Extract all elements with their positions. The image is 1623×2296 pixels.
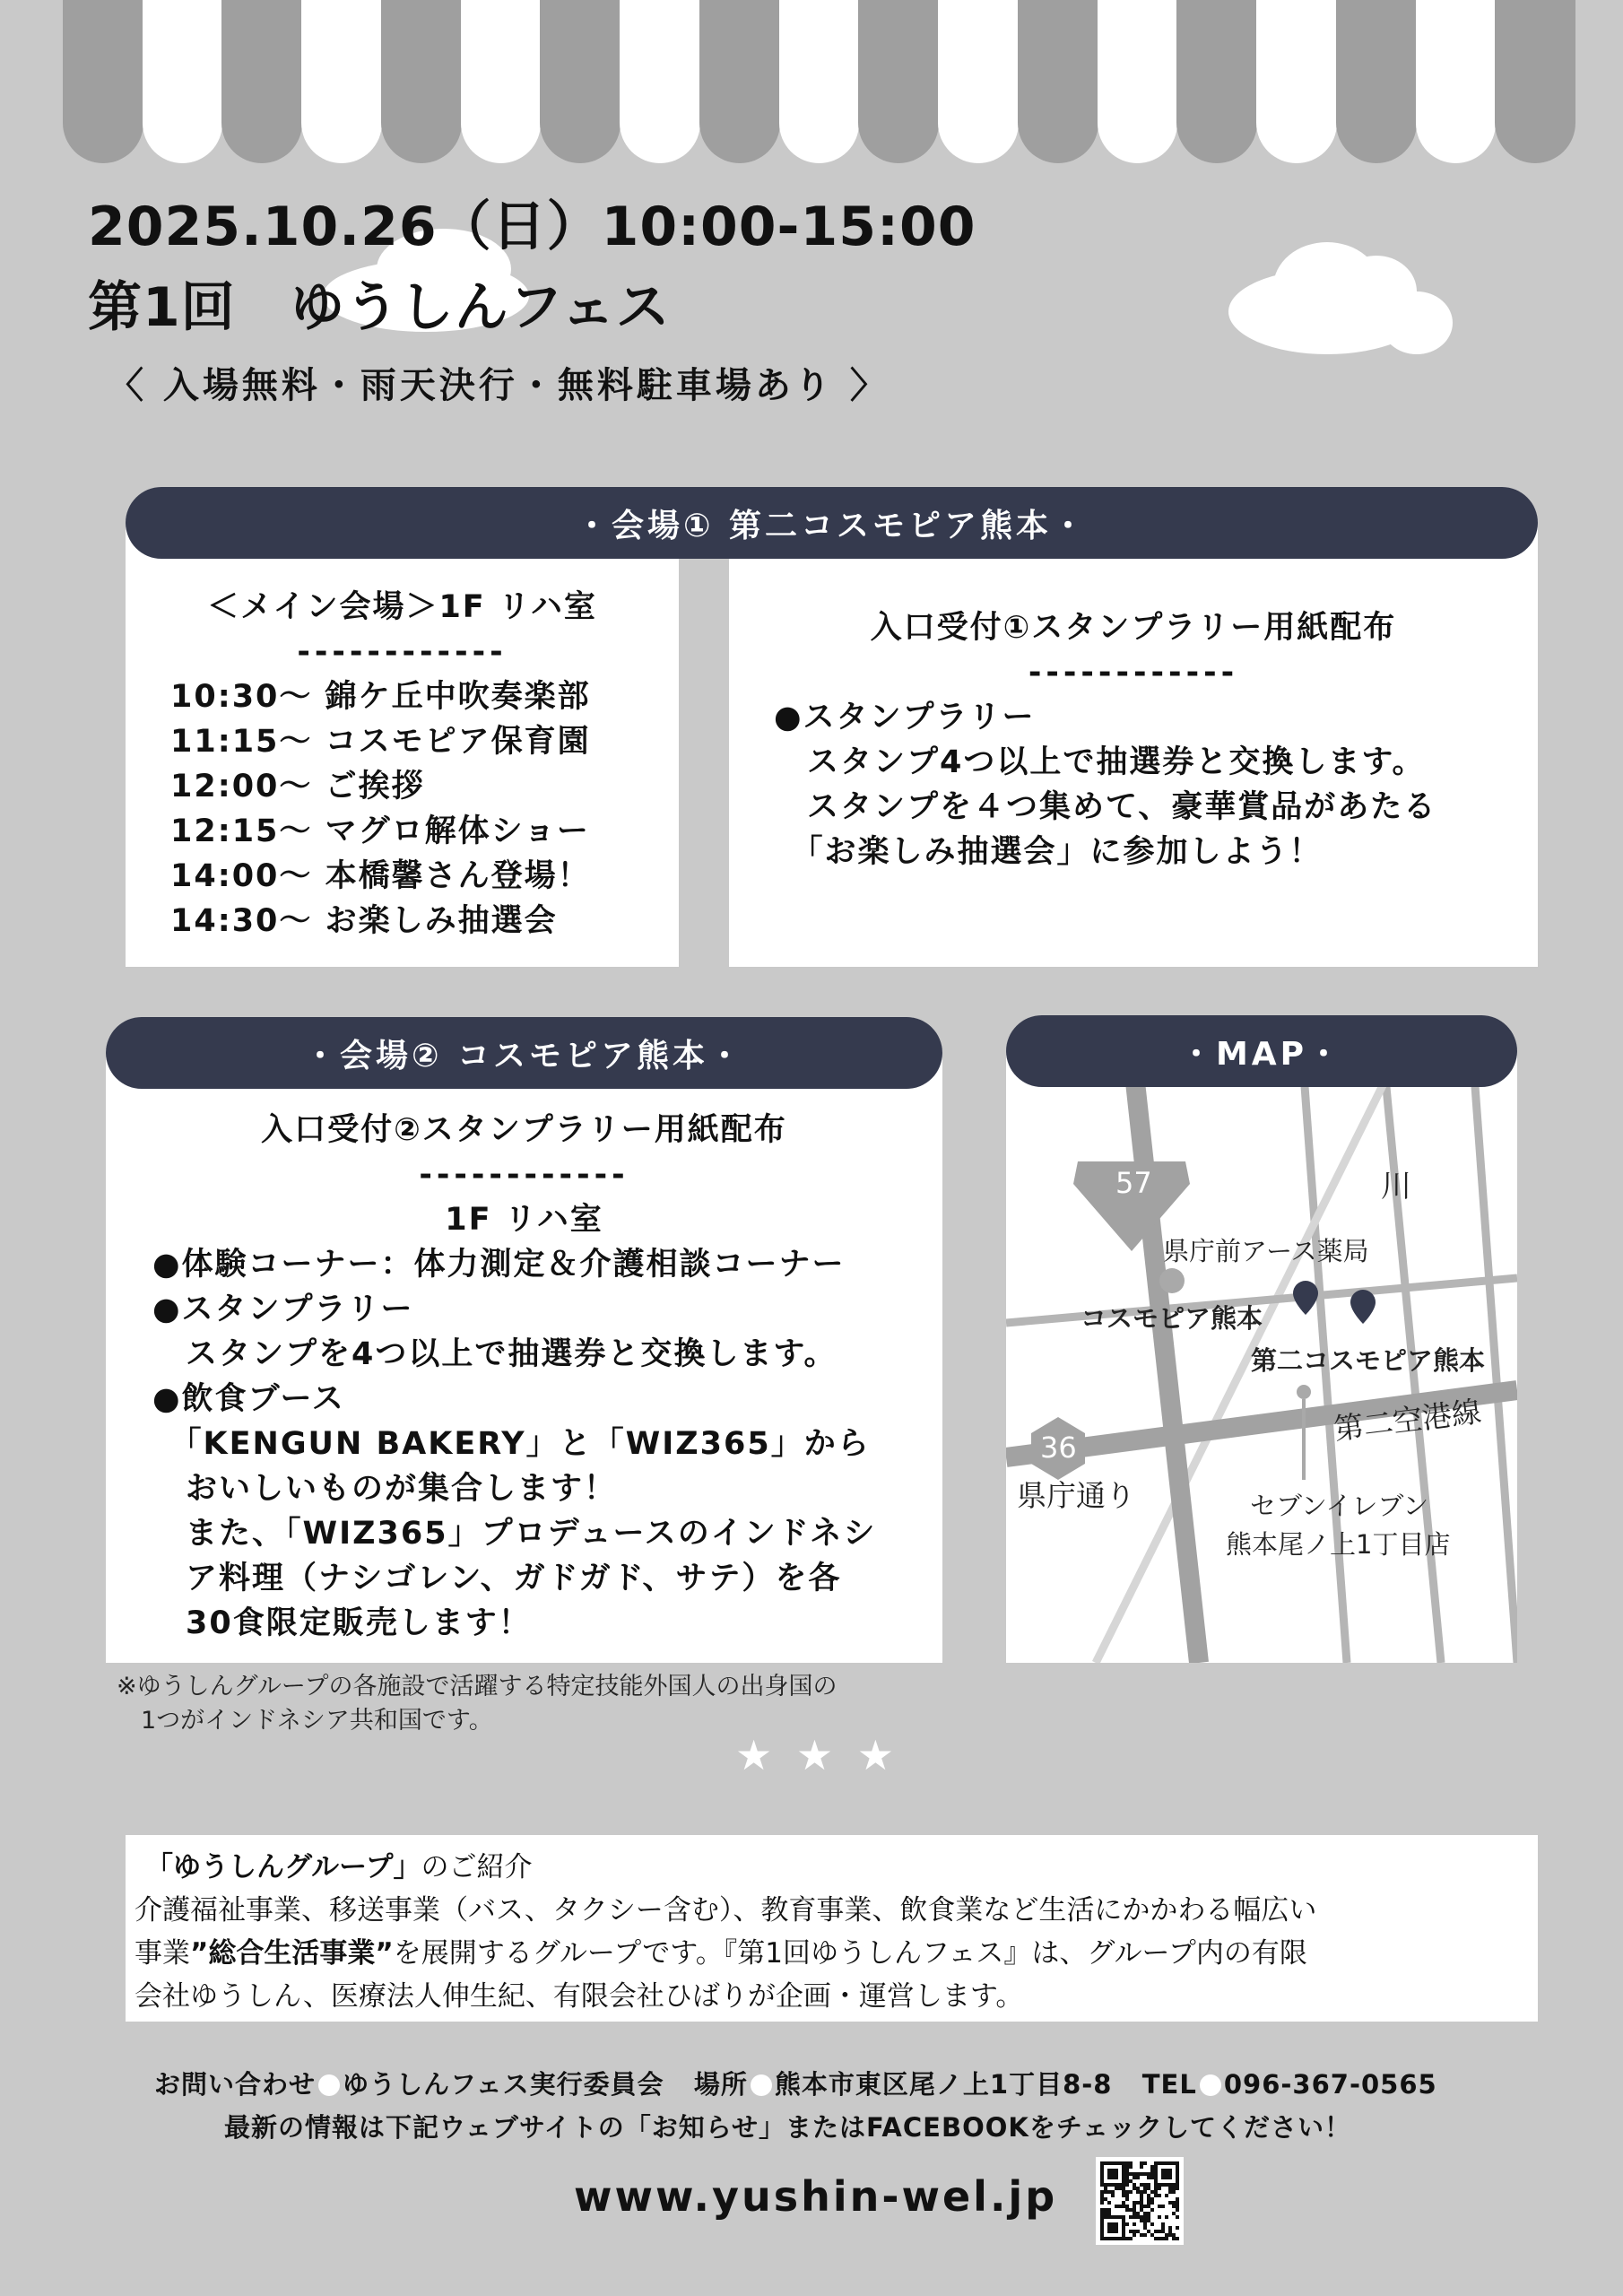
intro-text: 事業 (135, 1937, 190, 1970)
venue2-line: ア料理（ナシゴレン、ガドガド、サテ）を各 (152, 1561, 842, 1596)
schedule-list (170, 674, 591, 944)
schedule-item: 14:30～ お楽しみ抽選会 (170, 903, 558, 939)
footnote (117, 1670, 837, 1738)
inquiry-label: お問い合わせ (154, 2069, 317, 2100)
venue1-reception-panel (729, 520, 1538, 967)
awning-stripe (1495, 0, 1575, 163)
awning-stripe (301, 0, 382, 163)
venue2-line: 「KENGUN BAKERY」と「WIZ365」から (152, 1426, 871, 1462)
pin-icon (1350, 1290, 1376, 1324)
awning-stripe (1176, 0, 1257, 163)
schedule-item: 12:00～ ご挨拶 (170, 769, 425, 804)
reception1-line: ●スタンプラリー (774, 700, 1036, 735)
venue1-schedule-panel (126, 520, 679, 967)
schedule-item: 10:30～ 錦ケ丘中吹奏楽部 (170, 679, 591, 715)
pin-icon (1293, 1281, 1318, 1315)
intro-text: を展開するグループです。『第1回ゆうしんフェス』は、グループ内の有限 (393, 1937, 1307, 1970)
awning-stripe (1336, 0, 1417, 163)
awning-stripe (1416, 0, 1497, 163)
dot-icon (751, 2074, 772, 2096)
tel-value: 096-367-0565 (1223, 2069, 1437, 2100)
river-label: 川 (1381, 1169, 1411, 1205)
pharmacy-label: 県庁前アース薬局 (1163, 1236, 1369, 1266)
map-panel (1006, 1049, 1517, 1663)
event-date-time: 2025.10.26（日）10:00-15:00 (88, 196, 976, 258)
intro-line: 介護福祉事業、移送事業（バス、タクシー含む）、教育事業、飲食業など生活にかかわる幅広い (135, 1894, 1317, 1926)
venue2-panel (106, 1049, 942, 1663)
seven-eleven-marker (1297, 1385, 1311, 1399)
schedule-item: 14:00～ 本橋馨さん登場！ (170, 858, 591, 894)
venue2-line: おいしいものが集合します！ (152, 1471, 618, 1507)
intro-line: 会社ゆうしん、医療法人伸生紀、有限会社ひばりが企画・運営します。 (135, 1980, 1024, 2013)
seven-eleven-label: セブンイレブン (1250, 1491, 1429, 1521)
reception1-lines (774, 695, 1436, 874)
venue2-line: スタンプを4つ以上で抽選券と交換します。 (152, 1336, 838, 1372)
footnote-line: 1つがインドネシア共和国です。 (117, 1707, 493, 1735)
awning-stripe (699, 0, 780, 163)
cosmopia2-label: 第二コスモピア熊本 (1251, 1345, 1486, 1376)
route-57-label: 57 (1115, 1166, 1152, 1200)
cosmopia-label: コスモピア熊本 (1081, 1303, 1263, 1334)
room-name: 1F リハ室 (445, 1202, 603, 1238)
venue2-line: また、「WIZ365」プロデュースのインドネシ (152, 1516, 877, 1552)
venue2-title: ・会場② コスモピア熊本・ (106, 1017, 942, 1089)
awning-stripe (779, 0, 860, 163)
airport-line-label: 第二空港線 (1332, 1394, 1484, 1447)
stars-decoration: ★ ★ ★ (735, 1731, 899, 1779)
separator: ------------ (297, 634, 508, 670)
venue2-line: ●スタンプラリー (152, 1292, 414, 1327)
dot-icon (318, 2074, 340, 2096)
kencho-dori-label: 県庁通り (1017, 1478, 1135, 1513)
qr-code-graphic (1096, 2157, 1184, 2245)
intro-heading (145, 1846, 533, 1889)
awning-stripe (540, 0, 621, 163)
awning-stripes (63, 0, 1575, 163)
awning-stripe (620, 0, 700, 163)
map-title: ・MAP・ (1006, 1015, 1517, 1087)
intro-line (135, 1932, 1307, 1975)
awning-stripe (1018, 0, 1098, 163)
intro-bold-text: ”総合生活事業” (190, 1937, 394, 1970)
website-url[interactable]: www.yushin-wel.jp (574, 2172, 1058, 2221)
awning-stripe (938, 0, 1019, 163)
awning-stripe (461, 0, 542, 163)
tel-label: TEL (1141, 2069, 1197, 2100)
place-value: 熊本市東区尾ノ上1丁目8-8 (774, 2069, 1113, 2100)
reception1-title: 入口受付①スタンプラリー用紙配布 (870, 610, 1397, 646)
footnote-line: ※ゆうしんグループの各施設で活躍する特定技能外国人の出身国の (117, 1673, 838, 1700)
dot-icon (1200, 2074, 1221, 2096)
awning-stripe (1098, 0, 1178, 163)
route-36-label: 36 (1040, 1431, 1077, 1465)
event-title: 第1回 ゆうしんフェス (88, 276, 671, 339)
group-intro-panel (126, 1835, 1538, 2022)
inquiry-value: ゆうしんフェス実行委員会 (343, 2069, 664, 2100)
awning-stripe (1256, 0, 1337, 163)
qr-code-icon[interactable] (1096, 2157, 1184, 2245)
place-label: 場所 (693, 2069, 748, 2100)
main-hall-title: ＜メイン会場＞1F リハ室 (207, 589, 597, 625)
latest-info-notice: 最新の情報は下記ウェブサイトの「お知らせ」またはFACEBOOKをチェックしてください！ (224, 2112, 1351, 2143)
seven-eleven-branch-label: 熊本尾ノ上1丁目店 (1226, 1529, 1451, 1560)
awning-stripe (221, 0, 302, 163)
contact-line (154, 2065, 1437, 2101)
intro-heading-bold: 「ゆうしんグループ」 (145, 1851, 421, 1883)
reception2-title: 入口受付②スタンプラリー用紙配布 (261, 1112, 787, 1148)
venue2-lines (152, 1242, 876, 1646)
reception1-line: スタンプを４つ集めて、豪華賞品があたる (774, 789, 1437, 825)
separator: ------------ (419, 1157, 629, 1193)
awning-stripe (143, 0, 223, 163)
reception1-line: 「お楽しみ抽選会」に参加しよう！ (774, 834, 1323, 870)
event-notice: 〈 入場無料・雨天決行・無料駐車場あり 〉 (108, 365, 890, 406)
schedule-item: 11:15～ コスモピア保育園 (170, 724, 591, 760)
awning-stripe (381, 0, 462, 163)
schedule-item: 12:15～ マグロ解体ショー (170, 813, 590, 849)
venue1-title: ・会場① 第二コスモピア熊本・ (126, 487, 1538, 559)
awning-stripe (858, 0, 939, 163)
awning-stripe (63, 0, 143, 163)
venue2-line: 30食限定販売します！ (152, 1605, 532, 1641)
pharmacy-marker (1159, 1268, 1185, 1293)
separator: ------------ (1028, 655, 1239, 691)
intro-heading-rest: のご紹介 (421, 1851, 533, 1883)
venue2-line: ●体験コーナー：体力測定＆介護相談コーナー (152, 1247, 846, 1283)
reception1-line: スタンプ4つ以上で抽選券と交換します。 (774, 744, 1426, 780)
venue2-line: ●飲食ブース (152, 1381, 345, 1417)
